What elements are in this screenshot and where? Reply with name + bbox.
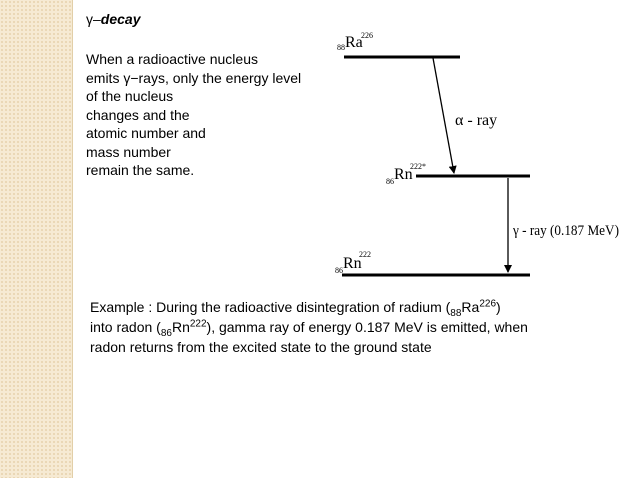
rn-ground-mass-number: 222 (359, 250, 371, 259)
ra-mass-number: 226 (361, 31, 373, 40)
alpha-arrow (433, 58, 454, 173)
radium-symbol: Ra (461, 299, 480, 315)
radium-atomic-number: 88 (450, 307, 462, 319)
example-text-segment: into radon ( (90, 319, 161, 335)
title-emphasis: decay (100, 11, 141, 27)
radon-symbol: Rn (171, 319, 190, 335)
description-line: emits γ−rays, only the energy level (86, 69, 302, 86)
decorative-side-strip (0, 0, 72, 478)
slide-title (86, 11, 141, 27)
title-prefix: γ– (86, 11, 101, 27)
example-text-segment: ) (496, 299, 501, 315)
example-line-1 (90, 297, 620, 317)
energy-level-diagram (330, 25, 630, 287)
rn-ground-atomic-number: 86 (335, 266, 343, 275)
example-text (90, 297, 620, 357)
description-line: atomic number and (86, 125, 206, 141)
alpha-ray-label: α - ray (455, 112, 498, 129)
description-line: remain the same. (86, 162, 195, 178)
radon-mass-number: 222 (189, 318, 207, 330)
description-line: mass number (86, 143, 171, 160)
side-strip-border (72, 0, 73, 478)
ra-symbol: Ra (345, 34, 363, 51)
rn-excited-mass-number: 222* (410, 162, 426, 171)
description-line: of the nucleus (86, 88, 174, 104)
rn-excited-symbol: Rn (394, 166, 413, 183)
radon-atomic-number: 86 (160, 327, 172, 339)
example-line-2 (90, 317, 620, 337)
description-text (86, 50, 346, 180)
gamma-ray-label: γ - ray (0.187 MeV) (512, 223, 619, 239)
rn-excited-atomic-number: 86 (386, 177, 394, 186)
description-line: When a radioactive nucleus (86, 51, 258, 67)
example-text-segment: ), gamma ray of energy 0.187 MeV is emitted, when (206, 319, 528, 335)
ra-atomic-number: 88 (337, 43, 345, 52)
example-line-3: radon returns from the excited state to the ground state (90, 339, 432, 355)
radium-mass-number: 226 (479, 298, 497, 310)
example-text-segment: Example : During the radioactive disintegration of radium ( (90, 299, 451, 315)
rn-ground-symbol: Rn (343, 255, 362, 272)
description-line: changes and the (86, 106, 190, 123)
